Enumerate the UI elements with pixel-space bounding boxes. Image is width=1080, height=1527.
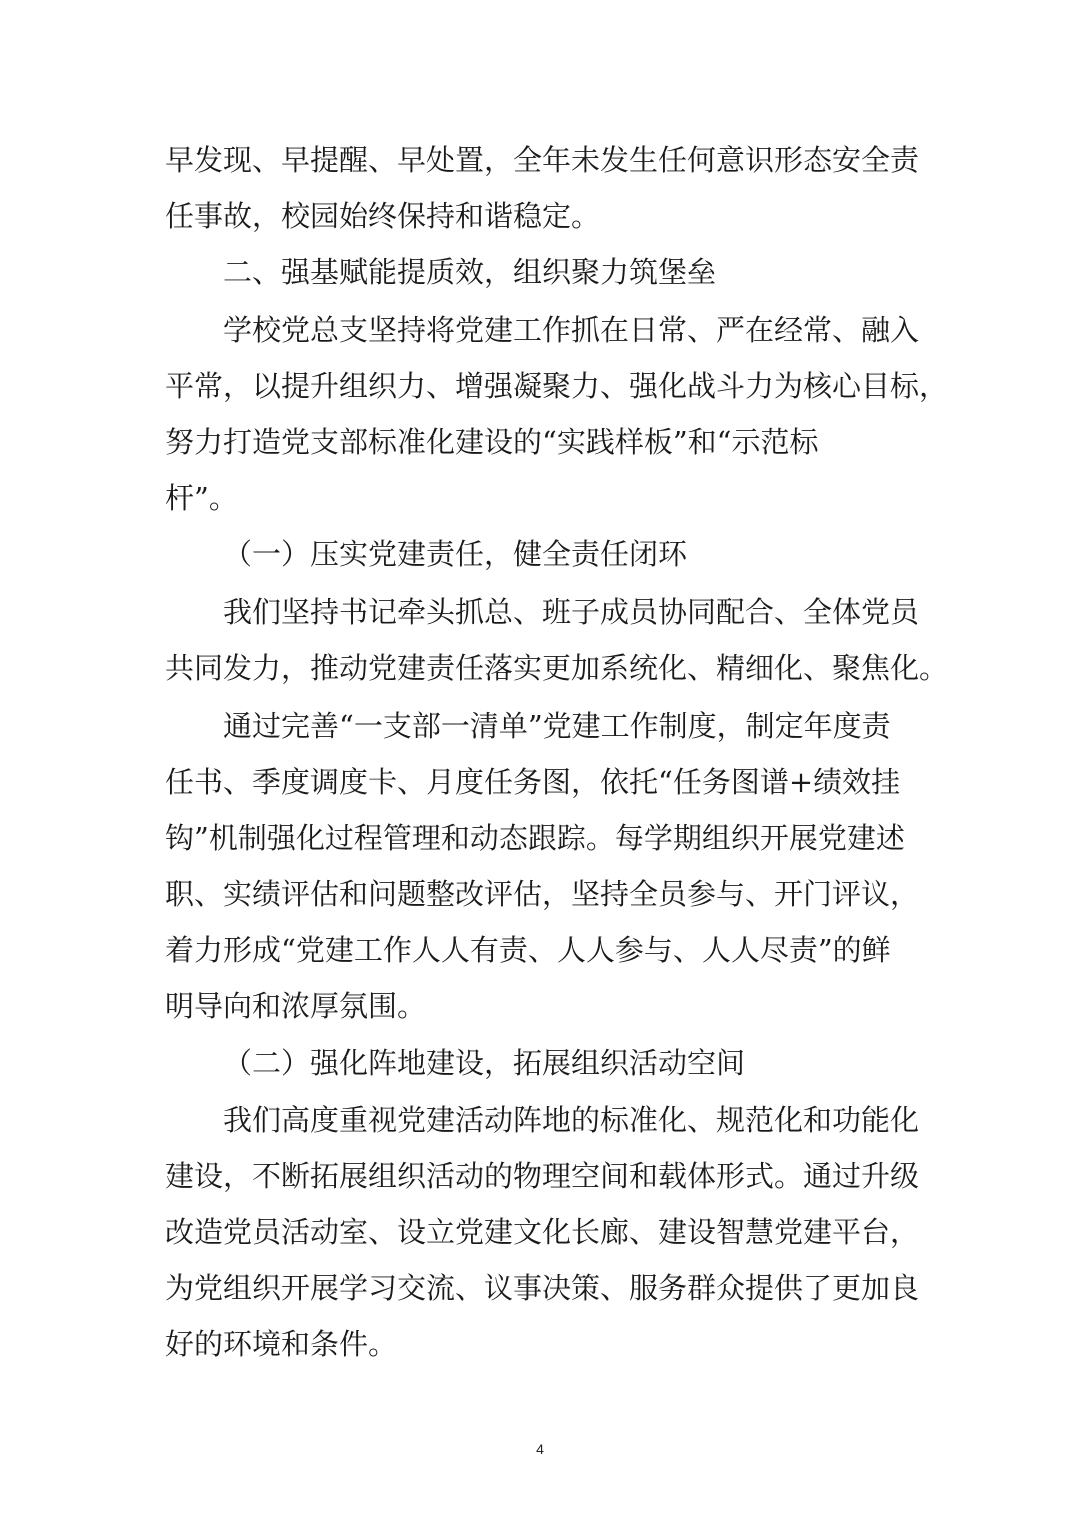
line-text: 努力打造党支部标准化建设的“实践样板”和“示范标 [165,425,819,459]
text-line-4 [0,302,1080,358]
text-line-7 [0,470,1080,526]
line-text: 二、强基赋能提质效，组织聚力筑堡垒 [223,255,717,289]
line-text: 平常，以提升组织力、增强凝聚力、强化战斗力为核心目标， [165,369,949,403]
text-line-20 [0,1204,1080,1260]
line-text: 早发现、早提醒、早处置，全年未发生任何意识形态安全责 [165,143,920,177]
line-text: 我们坚持书记牵头抓总、班子成员协同配合、全体党员 [223,595,920,629]
text-line-21 [0,1260,1080,1316]
subsection-heading-1 [0,526,1080,582]
text-line-9 [0,584,1080,640]
line-text: （二）强化阵地建设，拓展组织活动空间 [223,1046,746,1080]
line-text: 明导向和浓厚氛围。 [165,989,427,1023]
line-text: （一）压实党建责任，健全责任闭环 [223,537,688,571]
line-text: 钩”机制强化过程管理和动态跟踪。每学期组织开展党建述 [165,821,905,855]
line-text: 通过完善“一支部一清单”党建工作制度，制定年度责 [223,709,891,743]
line-text: 学校党总支坚持将党建工作抓在日常、严在经常、融入 [223,313,920,347]
text-line-6 [0,414,1080,470]
line-text: 着力形成“党建工作人人有责、人人参与、人人尽责”的鲜 [165,933,891,967]
text-line-15 [0,922,1080,978]
text-line-10 [0,640,1080,696]
subsection-heading-2 [0,1035,1080,1091]
line-text: 建设，不断拓展组织活动的物理空间和载体形式。通过升级 [165,1159,920,1193]
text-line-1 [0,132,1080,188]
line-text: 任事故，校园始终保持和谐稳定。 [165,199,601,233]
page-number: 4 [536,1441,544,1457]
text-line-22 [0,1316,1080,1372]
text-line-2 [0,188,1080,244]
text-line-13 [0,810,1080,866]
text-line-5 [0,358,1080,414]
line-text: 为党组织开展学习交流、议事决策、服务群众提供了更加良 [165,1271,920,1305]
text-line-14 [0,866,1080,922]
line-text: 任书、季度调度卡、月度任务图，依托“任务图谱+绩效挂 [165,765,901,799]
text-line-18 [0,1092,1080,1148]
text-line-11 [0,698,1080,754]
line-text: 改造党员活动室、设立党建文化长廊、建设智慧党建平台， [165,1215,920,1249]
text-line-12 [0,754,1080,810]
line-text: 我们高度重视党建活动阵地的标准化、规范化和功能化 [223,1103,920,1137]
line-text: 共同发力，推动党建责任落实更加系统化、精细化、聚焦化。 [165,651,949,685]
section-heading-2 [0,244,1080,300]
text-line-16 [0,978,1080,1034]
text-line-19 [0,1148,1080,1204]
line-text: 职、实绩评估和问题整改评估，坚持全员参与、开门评议， [165,877,920,911]
line-text: 杆”。 [165,481,238,515]
line-text: 好的环境和条件。 [165,1327,398,1361]
